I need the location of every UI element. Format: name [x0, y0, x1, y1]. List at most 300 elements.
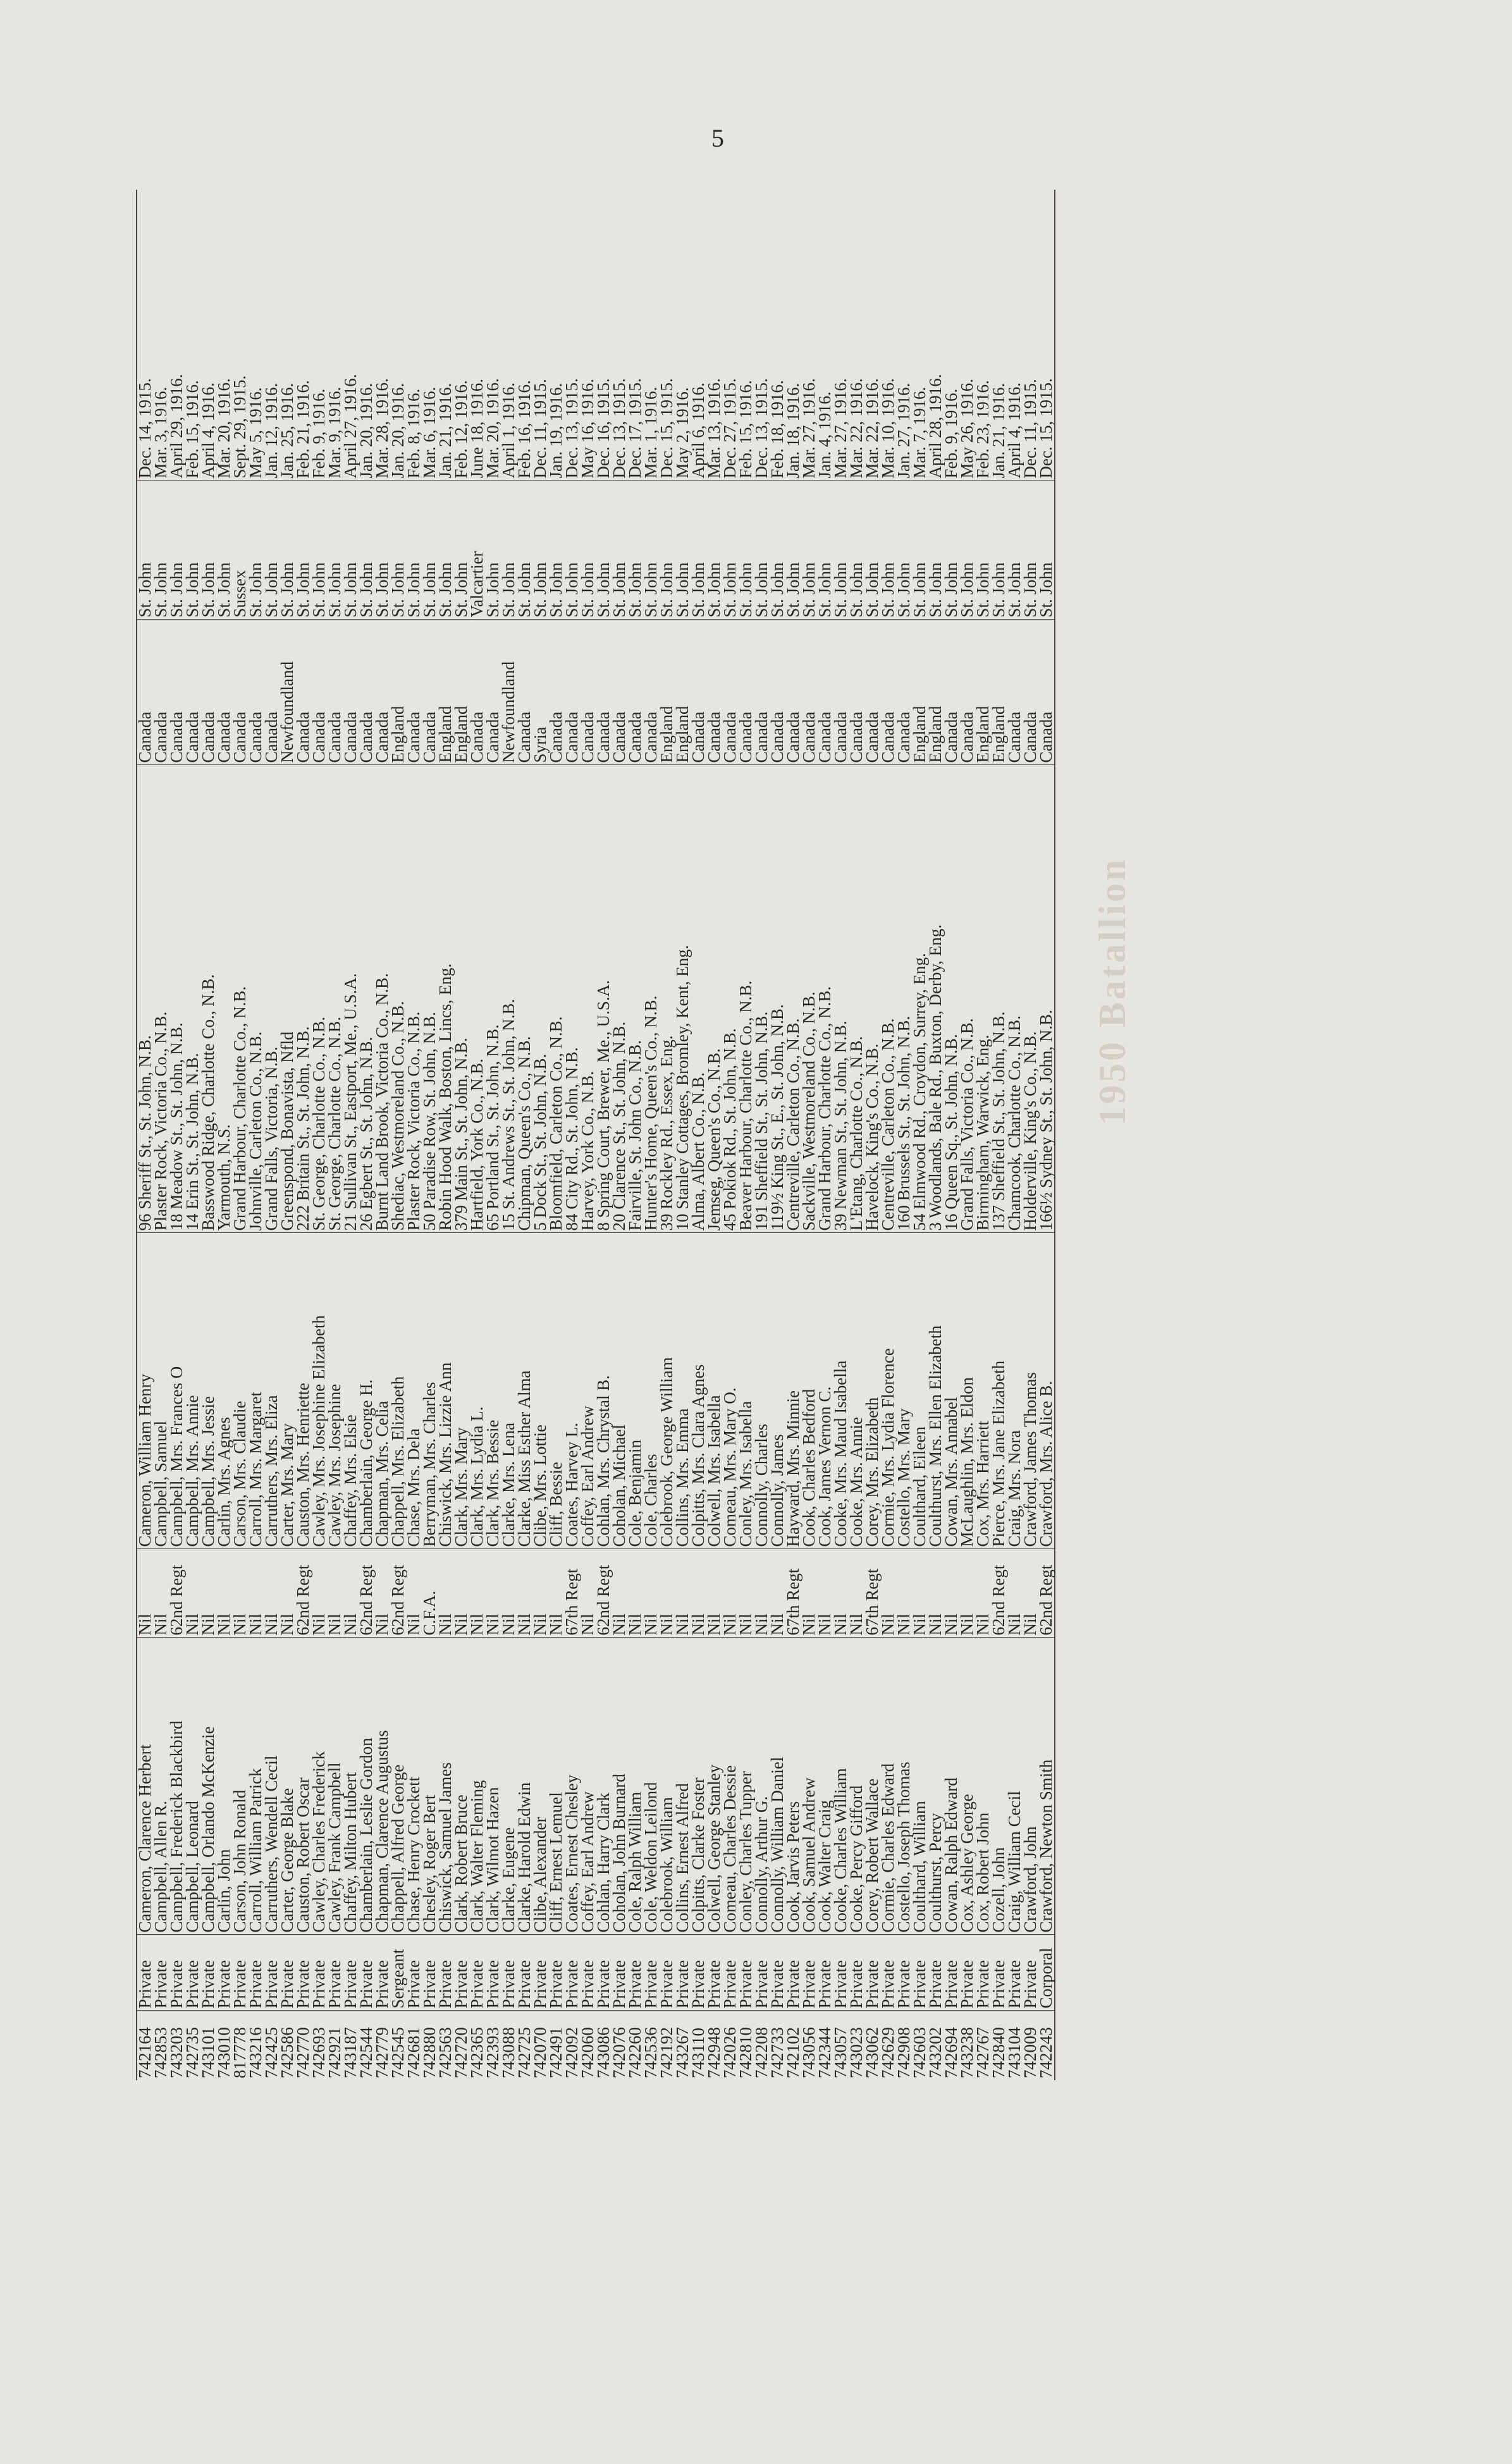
cell-rank: Private — [501, 1935, 517, 2011]
cell-previous-service: 62nd Regt — [596, 1549, 612, 1638]
cell-date-of-enlistment: Dec. 13, 1915. — [610, 378, 629, 479]
cell-rank: Private — [912, 1935, 928, 2011]
cell-name: Cawley, Charles Frederick — [311, 1638, 327, 1935]
cell-previous-service: Nil — [691, 1549, 706, 1638]
cell-next-of-kin: Cawley, Mrs. Josephine Elizabeth — [311, 1233, 327, 1549]
cell-name: Cawley, Frank Campbell — [327, 1638, 343, 1935]
cell-date-of-enlistment: Jan. 12, 1916. — [262, 383, 281, 479]
cell-place-of-enlistment: St. John — [991, 481, 1007, 620]
cell-date-of-enlistment: Dec. 13, 1915. — [562, 378, 581, 479]
cell-country-of-birth: Canada — [216, 620, 232, 765]
cell-rank: Private — [612, 1935, 627, 2011]
cell-number: 742164 — [137, 2011, 153, 2080]
cell-address: 21 Sullivan St., Eastport, Me., U.S.A. — [343, 765, 359, 1233]
cell-date-of-enlistment: April 6, 1916. — [689, 383, 708, 479]
cell-place-of-enlistment: St. John — [1007, 481, 1023, 620]
cell-previous-service: Nil — [548, 1549, 564, 1638]
cell-country-of-birth: Canada — [311, 620, 327, 765]
cell-country-of-birth: Canada — [517, 620, 532, 765]
cell-rank: Private — [295, 1935, 311, 2011]
cell-name: Carruthers, Wendell Cecil — [264, 1638, 280, 1935]
cell-country-of-birth: Canada — [422, 620, 438, 765]
cell-name: Connolly, Arthur G. — [754, 1638, 770, 1935]
cell-place-of-enlistment: St. John — [1023, 481, 1038, 620]
cell-place-of-enlistment: St. John — [833, 481, 849, 620]
cell-next-of-kin: McLaughlin, Mrs. Eldon — [959, 1233, 975, 1549]
cell-name: Cole, Weldon Leilond — [643, 1638, 659, 1935]
cell-previous-service: 62nd Regt — [169, 1549, 185, 1638]
cell-number: 742563 — [438, 2011, 453, 2080]
cell-name: Cooke, Percy Gifford — [849, 1638, 864, 1935]
cell-place-of-enlistment: St. John — [943, 481, 959, 620]
cell-number: 742770 — [295, 2011, 311, 2080]
cell-address: 222 Britain St., St. John, N.B. — [295, 765, 311, 1233]
cell-name: Cooke, Charles William — [833, 1638, 849, 1935]
cell-number: 742009 — [1023, 2011, 1038, 2080]
cell-date-of-enlistment: Sept. 29, 1915. — [230, 375, 249, 479]
cell-address: Jemseg, Queen's Co., N.B. — [706, 765, 722, 1233]
cell-place-of-enlistment: St. John — [248, 481, 264, 620]
cell-rank: Private — [785, 1935, 801, 2011]
cell-number: 742629 — [880, 2011, 896, 2080]
cell-country-of-birth: Canada — [801, 620, 817, 765]
cell-number: 742243 — [1038, 2011, 1055, 2080]
cell-next-of-kin: Cliff, Bessie — [548, 1233, 564, 1549]
cell-previous-service: Nil — [137, 1549, 153, 1638]
cell-country-of-birth: Canada — [1038, 620, 1055, 765]
cell-address: Beaver Harbour, Charlotte Co., N.B. — [738, 765, 754, 1233]
cell-number: 742344 — [817, 2011, 833, 2080]
cell-previous-service: Nil — [706, 1549, 722, 1638]
cell-country-of-birth: Canada — [485, 620, 501, 765]
cell-next-of-kin: Cole, Charles — [643, 1233, 659, 1549]
cell-next-of-kin: Carroll, Mrs. Margaret — [248, 1233, 264, 1549]
cell-next-of-kin: Coholan, Michael — [612, 1233, 627, 1549]
cell-next-of-kin: Crawford, Mrs. Alice B. — [1038, 1233, 1055, 1549]
cell-date-of-enlistment: Mar. 22, 1916. — [863, 378, 882, 479]
cell-place-of-enlistment: St. John — [453, 481, 469, 620]
cell-country-of-birth: Canada — [185, 620, 200, 765]
cell-country-of-birth: England — [928, 620, 943, 765]
cell-place-of-enlistment: St. John — [627, 481, 643, 620]
cell-name: Campbell, Leonard — [185, 1638, 200, 1935]
cell-name: Colebrook, William — [659, 1638, 675, 1935]
cell-country-of-birth: Canada — [200, 620, 216, 765]
cell-date-of-enlistment: May 2, 1916. — [673, 387, 692, 479]
cell-previous-service: Nil — [849, 1549, 864, 1638]
cell-previous-service: Nil — [1023, 1549, 1038, 1638]
cell-country-of-birth: Canada — [343, 620, 359, 765]
cell-address: 65 Portland St., St. John, N.B. — [485, 765, 501, 1233]
cell-previous-service: Nil — [532, 1549, 548, 1638]
cell-address: 16 Queen Sq., St. John, N.B. — [943, 765, 959, 1233]
cell-date-of-enlistment: April 4, 1916. — [199, 383, 218, 479]
cell-address: 54 Elmwood Rd., Croydon, Surrey, Eng. — [912, 765, 928, 1233]
cell-name: Collins, Ernest Alfred — [675, 1638, 691, 1935]
cell-address: 50 Paradise Row, St. John, N.B. — [422, 765, 438, 1233]
cell-country-of-birth: Canada — [169, 620, 185, 765]
cell-previous-service: Nil — [343, 1549, 359, 1638]
cell-number: 742720 — [453, 2011, 469, 2080]
cell-address: 3 Woodlands, Bale Rd., Buxton, Derby, Eng. — [928, 765, 943, 1233]
cell-place-of-enlistment: St. John — [896, 481, 912, 620]
cell-place-of-enlistment: St. John — [264, 481, 280, 620]
cell-name: Craig, William Cecil — [1007, 1638, 1023, 1935]
cell-next-of-kin: Costello, Mrs. Mary — [896, 1233, 912, 1549]
cell-name: Campbell, Frederick Blackbird — [169, 1638, 185, 1935]
cell-date-of-enlistment: Dec. 16, 1915. — [594, 378, 613, 479]
cell-rank: Private — [975, 1935, 991, 2011]
cell-rank: Private — [754, 1935, 770, 2011]
cell-previous-service: 62nd Regt — [295, 1549, 311, 1638]
cell-date-of-enlistment: Jan. 21, 1916. — [989, 383, 1008, 479]
cell-previous-service: Nil — [801, 1549, 817, 1638]
cell-next-of-kin: Campbell, Samuel — [153, 1233, 169, 1549]
cell-address: 15 St. Andrews St., St. John, N.B. — [501, 765, 517, 1233]
cell-address: 160 Brussels St., St. John, N.B. — [896, 765, 912, 1233]
cell-address: Fairville, St. John Co., N.B. — [627, 765, 643, 1233]
table-row — [1038, 190, 1055, 2080]
cell-place-of-enlistment: St. John — [975, 481, 991, 620]
cell-date-of-enlistment: April 28, 1916. — [926, 374, 945, 479]
cell-previous-service: Nil — [327, 1549, 343, 1638]
cell-next-of-kin: Carson, Mrs. Claudie — [232, 1233, 248, 1549]
cell-date-of-enlistment: Mar. 9, 1916. — [325, 386, 344, 479]
cell-previous-service: Nil — [264, 1549, 280, 1638]
cell-date-of-enlistment: Mar. 6, 1916. — [420, 386, 439, 479]
cell-rank: Sergeant — [390, 1935, 406, 2011]
cell-country-of-birth: Canada — [548, 620, 564, 765]
cell-date-of-enlistment: Jan. 21, 1916. — [436, 383, 455, 479]
cell-date-of-enlistment: Feb. 18, 1916. — [768, 380, 787, 479]
cell-place-of-enlistment: St. John — [817, 481, 833, 620]
cell-date-of-enlistment: Dec. 11, 1915. — [1021, 379, 1040, 479]
cell-previous-service: Nil — [185, 1549, 200, 1638]
cell-number: 743203 — [169, 2011, 185, 2080]
cell-country-of-birth: England — [975, 620, 991, 765]
cell-rank: Private — [801, 1935, 817, 2011]
cell-name: Cole, Ralph William — [627, 1638, 643, 1935]
cell-number: 742681 — [406, 2011, 422, 2080]
cell-place-of-enlistment: St. John — [880, 481, 896, 620]
cell-name: Chappell, Alfred George — [390, 1638, 406, 1935]
cell-date-of-enlistment: Dec. 11, 1915. — [531, 379, 550, 479]
cell-rank: Private — [343, 1935, 359, 2011]
cell-place-of-enlistment: Sussex — [232, 481, 248, 620]
cell-rank: Private — [1007, 1935, 1023, 2011]
cell-country-of-birth: Canada — [374, 620, 390, 765]
cell-number: 743086 — [596, 2011, 612, 2080]
cell-rank: Private — [880, 1935, 896, 2011]
cell-country-of-birth: England — [438, 620, 453, 765]
cell-place-of-enlistment: St. John — [438, 481, 453, 620]
cell-number: 742908 — [896, 2011, 912, 2080]
cell-country-of-birth: Canada — [469, 620, 485, 765]
cell-place-of-enlistment: St. John — [137, 481, 153, 620]
cell-address: Yarmouth, N.S. — [216, 765, 232, 1233]
cell-number: 743267 — [675, 2011, 691, 2080]
cell-address: 96 Sheriff St., St. John, N.B. — [137, 765, 153, 1233]
cell-number: 743056 — [801, 2011, 817, 2080]
cell-country-of-birth: Canada — [327, 620, 343, 765]
cell-place-of-enlistment: St. John — [485, 481, 501, 620]
cell-place-of-enlistment: St. John — [359, 481, 374, 620]
cell-address: 119½ King St., E., St. John, N.B. — [770, 765, 785, 1233]
cell-country-of-birth: Canada — [612, 620, 627, 765]
cell-country-of-birth: Canada — [833, 620, 849, 765]
cell-country-of-birth: Canada — [1007, 620, 1023, 765]
cell-country-of-birth: Canada — [264, 620, 280, 765]
cell-rank: Private — [374, 1935, 390, 2011]
cell-country-of-birth: England — [991, 620, 1007, 765]
cell-next-of-kin: Cole, Benjamin — [627, 1233, 643, 1549]
cell-number: 742260 — [627, 2011, 643, 2080]
cell-name: Chaffey, Milton Hubert — [343, 1638, 359, 1935]
cell-rank: Private — [722, 1935, 738, 2011]
cell-rank: Private — [627, 1935, 643, 2011]
cell-date-of-enlistment: Dec. 15, 1915. — [1038, 190, 1055, 481]
cell-place-of-enlistment: St. John — [754, 481, 770, 620]
cell-next-of-kin: Cooke, Mrs. Annie — [849, 1233, 864, 1549]
cell-name: Coffey, Earl Andrew — [580, 1638, 596, 1935]
cell-rank: Private — [438, 1935, 453, 2011]
cell-name: Chesley, Roger Bert — [422, 1638, 438, 1935]
cell-previous-service: 62nd Regt — [359, 1549, 374, 1638]
cell-country-of-birth: England — [675, 620, 691, 765]
cell-date-of-enlistment: Feb. 23, 1916. — [973, 380, 992, 479]
cell-place-of-enlistment: St. John — [864, 481, 880, 620]
cell-next-of-kin: Cowan, Mrs. Annabel — [943, 1233, 959, 1549]
cell-place-of-enlistment: St. John — [311, 481, 327, 620]
cell-address: Greenspond, Bonavista, Nfld — [280, 765, 295, 1233]
cell-date-of-enlistment: May 16, 1916. — [578, 379, 597, 479]
cell-previous-service: Nil — [817, 1549, 833, 1638]
cell-address: Centreville, Carleton Co., N.B. — [880, 765, 896, 1233]
cell-number: 742545 — [390, 2011, 406, 2080]
cell-previous-service: 62nd Regt — [1038, 1549, 1055, 1638]
cell-date-of-enlistment: Jan. 19, 1916. — [546, 383, 565, 479]
cell-name: Cook, Walter Craig — [817, 1638, 833, 1935]
cell-next-of-kin: Craig, Mrs. Nora — [1007, 1233, 1023, 1549]
cell-rank: Private — [643, 1935, 659, 2011]
cell-next-of-kin: Clarke, Mrs. Lena — [501, 1233, 517, 1549]
cell-previous-service: 67th Regt — [564, 1549, 580, 1638]
cell-place-of-enlistment: St. John — [548, 481, 564, 620]
cell-previous-service: Nil — [200, 1549, 216, 1638]
cell-next-of-kin: Cohlan, Mrs. Chrystal B. — [596, 1233, 612, 1549]
cell-address: Alma, Albert Co., N.B. — [691, 765, 706, 1233]
cell-country-of-birth: Canada — [943, 620, 959, 765]
cell-name: Campbell, Orlando McKenzie — [200, 1638, 216, 1935]
cell-previous-service: Nil — [738, 1549, 754, 1638]
cell-name: Chamberlain, Leslie Gordon — [359, 1638, 374, 1935]
cell-name: Crawford, John — [1023, 1638, 1038, 1935]
cell-country-of-birth: England — [912, 620, 928, 765]
cell-place-of-enlistment: St. John — [785, 481, 801, 620]
cell-rank: Private — [580, 1935, 596, 2011]
cell-address: Chipman, Queen's Co., N.B. — [517, 765, 532, 1233]
cell-next-of-kin: Pierce, Mrs. Jane Elizabeth — [991, 1233, 1007, 1549]
cell-country-of-birth: Canada — [754, 620, 770, 765]
cell-place-of-enlistment: St. John — [801, 481, 817, 620]
cell-number: 742693 — [311, 2011, 327, 2080]
cell-previous-service: Nil — [517, 1549, 532, 1638]
cell-name: Colpitts, Clarke Foster — [691, 1638, 706, 1935]
cell-number: 742840 — [991, 2011, 1007, 2080]
cell-number: 742365 — [469, 2011, 485, 2080]
cell-rank: Private — [359, 1935, 374, 2011]
cell-number: 742603 — [912, 2011, 928, 2080]
cell-place-of-enlistment: St. John — [564, 481, 580, 620]
cell-number: 742076 — [612, 2011, 627, 2080]
cell-next-of-kin: Berryman, Mrs. Charles — [422, 1233, 438, 1549]
cell-name: Coulthard, William — [912, 1638, 928, 1935]
cell-previous-service: Nil — [580, 1549, 596, 1638]
cell-rank: Private — [248, 1935, 264, 2011]
cell-number: 742192 — [659, 2011, 675, 2080]
cell-address: Grand Harbour, Charlotte Co., N.B. — [232, 765, 248, 1233]
cell-place-of-enlistment: St. John — [580, 481, 596, 620]
cell-date-of-enlistment: May 26, 1916. — [957, 379, 976, 479]
cell-rank: Corporal — [1038, 1935, 1055, 2011]
cell-address: 191 Sheffield St., St. John, N.B. — [754, 765, 770, 1233]
cell-place-of-enlistment: St. John — [216, 481, 232, 620]
cell-country-of-birth: Canada — [359, 620, 374, 765]
cell-next-of-kin: Clibe, Mrs. Lottie — [532, 1233, 548, 1549]
cell-number: 742393 — [485, 2011, 501, 2080]
cell-place-of-enlistment: St. John — [343, 481, 359, 620]
cell-place-of-enlistment: St. John — [374, 481, 390, 620]
cell-previous-service: Nil — [311, 1549, 327, 1638]
cell-date-of-enlistment: April 1, 1916. — [499, 383, 518, 479]
cell-place-of-enlistment: St. John — [295, 481, 311, 620]
cell-next-of-kin: Cameron, William Henry — [137, 1233, 153, 1549]
cell-address: Plaster Rock, Victoria Co., N.B. — [153, 765, 169, 1233]
cell-rank: Private — [422, 1935, 438, 2011]
cell-rank: Private — [959, 1935, 975, 2011]
cell-date-of-enlistment: April 29, 1916. — [167, 374, 186, 479]
cell-address: 39 Rockley Rd., Essex, Eng. — [659, 765, 675, 1233]
cell-country-of-birth: Canada — [691, 620, 706, 765]
cell-number: 742092 — [564, 2011, 580, 2080]
cell-name: Cox, Robert John — [975, 1638, 991, 1935]
cell-address: Hunter's Home, Queen's Co., N.B. — [643, 765, 659, 1233]
cell-date-of-enlistment: Mar. 20, 1916. — [214, 378, 233, 479]
cell-place-of-enlistment: Valcartier — [469, 481, 485, 620]
cell-previous-service: Nil — [485, 1549, 501, 1638]
cell-previous-service: Nil — [280, 1549, 295, 1638]
cell-number: 742853 — [153, 2011, 169, 2080]
cell-address: 166½ Sydney St., St. John, N.B. — [1038, 765, 1055, 1233]
cell-next-of-kin: Cormie, Mrs. Lydia Florence — [880, 1233, 896, 1549]
cell-number: 743062 — [864, 2011, 880, 2080]
cell-country-of-birth: Canada — [864, 620, 880, 765]
cell-previous-service: Nil — [928, 1549, 943, 1638]
cell-next-of-kin: Comeau, Mrs. Mary O. — [722, 1233, 738, 1549]
cell-date-of-enlistment: Feb. 16, 1916. — [515, 380, 534, 479]
cell-place-of-enlistment: St. John — [596, 481, 612, 620]
cell-next-of-kin: Cawley, Mrs. Josephine — [327, 1233, 343, 1549]
cell-number: 742735 — [185, 2011, 200, 2080]
cell-previous-service: Nil — [374, 1549, 390, 1638]
cell-number: 743104 — [1007, 2011, 1023, 2080]
cell-rank: Private — [564, 1935, 580, 2011]
cell-address: Holderville, King's Co., N.B. — [1023, 765, 1038, 1233]
cell-previous-service: Nil — [453, 1549, 469, 1638]
cell-next-of-kin: Clarke, Miss Esther Alma — [517, 1233, 532, 1549]
cell-country-of-birth: Canada — [706, 620, 722, 765]
cell-next-of-kin: Carruthers, Mrs. Eliza — [264, 1233, 280, 1549]
cell-rank: Private — [928, 1935, 943, 2011]
cell-rank: Private — [675, 1935, 691, 2011]
nominal-roll-table — [136, 190, 1055, 2080]
cell-next-of-kin: Cook, Charles Bedford — [801, 1233, 817, 1549]
cell-country-of-birth: Canada — [738, 620, 754, 765]
cell-date-of-enlistment: Dec. 13, 1915. — [752, 378, 771, 479]
cell-next-of-kin: Carlin, Mrs. Agnes — [216, 1233, 232, 1549]
cell-address: 39 Newman St., St. John, N.B. — [833, 765, 849, 1233]
cell-previous-service: Nil — [880, 1549, 896, 1638]
cell-next-of-kin: Crawford, James Thomas — [1023, 1233, 1038, 1549]
cell-address: St. George, Charlotte Co., N.B. — [327, 765, 343, 1233]
cell-next-of-kin: Collins, Mrs. Emma — [675, 1233, 691, 1549]
cell-number: 742767 — [975, 2011, 991, 2080]
cell-name: Colwell, George Stanley — [706, 1638, 722, 1935]
cell-next-of-kin: Connolly, Charles — [754, 1233, 770, 1549]
cell-previous-service: Nil — [896, 1549, 912, 1638]
cell-name: Carlin, John — [216, 1638, 232, 1935]
cell-date-of-enlistment: Jan. 27, 1916. — [894, 383, 913, 479]
cell-name: Cohlan, Harry Clark — [596, 1638, 612, 1935]
cell-name: Chapman, Clarence Augustus — [374, 1638, 390, 1935]
cell-address: 84 City Rd., St. John, N.B. — [564, 765, 580, 1233]
cell-number: 742725 — [517, 2011, 532, 2080]
cell-name: Cormie, Charles Edward — [880, 1638, 896, 1935]
cell-name: Crawford, Newton Smith — [1038, 1638, 1055, 1935]
cell-next-of-kin: Coates, Harvey L. — [564, 1233, 580, 1549]
cell-name: Carroll, William Patrick — [248, 1638, 264, 1935]
cell-number: 742208 — [754, 2011, 770, 2080]
cell-previous-service: Nil — [406, 1549, 422, 1638]
cell-number: 742425 — [264, 2011, 280, 2080]
cell-rank: Private — [706, 1935, 722, 2011]
cell-name: Clarke, Eugene — [501, 1638, 517, 1935]
cell-address: Centreville, Carleton Co., N.B. — [785, 765, 801, 1233]
cell-next-of-kin: Cook, James Vernon C. — [817, 1233, 833, 1549]
cell-rank: Private — [548, 1935, 564, 2011]
cell-address: Johnville, Carleton Co., N.B. — [248, 765, 264, 1233]
cell-next-of-kin: Clark, Mrs. Lydia L. — [469, 1233, 485, 1549]
cell-rank: Private — [864, 1935, 880, 2011]
cell-address: St. George, Charlotte Co., N.B. — [311, 765, 327, 1233]
cell-address: 8 Spring Court, Brewer, Me., U.S.A. — [596, 765, 612, 1233]
cell-rank: Private — [991, 1935, 1007, 2011]
cell-place-of-enlistment: St. John — [770, 481, 785, 620]
cell-name: Causton, Robert Oscar — [295, 1638, 311, 1935]
cell-next-of-kin: Chase, Mrs. Dela — [406, 1233, 422, 1549]
cell-number: 742694 — [943, 2011, 959, 2080]
cell-name: Coulthurst, Percy — [928, 1638, 943, 1935]
cell-previous-service: Nil — [1007, 1549, 1023, 1638]
cell-rank: Private — [517, 1935, 532, 2011]
cell-place-of-enlistment: St. John — [1038, 481, 1055, 620]
cell-country-of-birth: Canada — [770, 620, 785, 765]
cell-country-of-birth: Canada — [849, 620, 864, 765]
cell-previous-service: Nil — [469, 1549, 485, 1638]
cell-address: 45 Pokiok Rd., St. John, N.B. — [722, 765, 738, 1233]
cell-date-of-enlistment: Mar. 27, 1916. — [799, 378, 818, 479]
cell-address: Havelock, King's Co., N.B. — [864, 765, 880, 1233]
